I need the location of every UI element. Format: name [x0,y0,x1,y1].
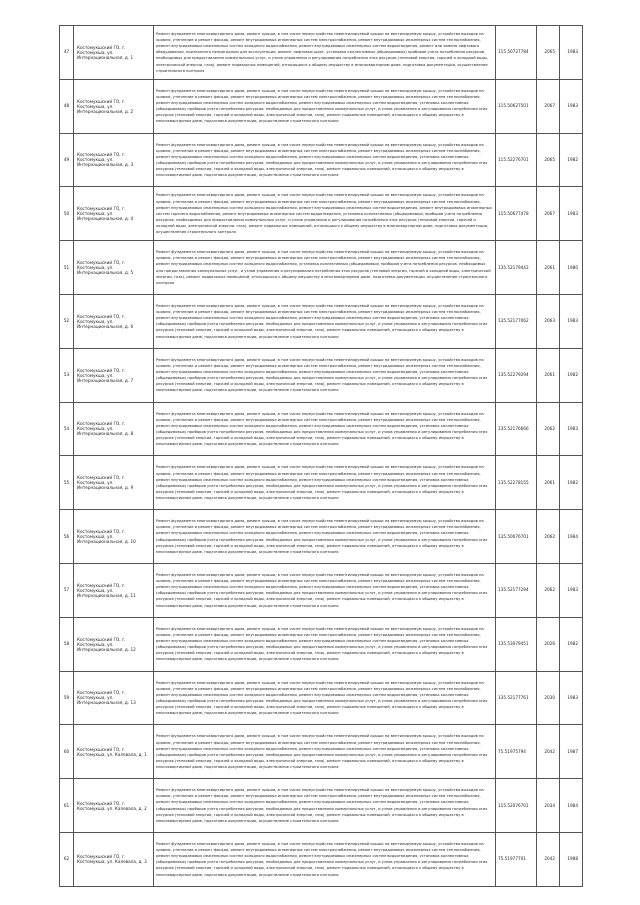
row-number: 56 [60,510,74,564]
planned-year-cell: 2061 [537,348,560,402]
address-cell: Костомукшский ГО, г. Костомукша, ул. Интернациональная, д. 5 [74,241,154,295]
built-year-cell: 1983 [560,187,583,241]
cost-cell: 135.52177294 [496,563,537,617]
table-row [60,510,583,564]
works-description-cell: Ремонт фундамента многоквартирного дома, ремонт крыши, в том числе переустройство невентилируемой крыши на вентилируемую крышу, устройство выходов на кровлю, утепление и ремонт фасада, ремонт внутридомовых инженерных систем электроснабжения, ремонт внутридомовых инженерных систем теплоснабжения, ремонт внутридомовых инженерных систем холодного водоснабжения, установка коллективных (общедомовых) приборов учета потребления ресурсов, необходимых для предоставления коммунальных услуг, и узлов управления и регулирования потребления этих ресурсов (тепловой энергии, горячей и холодной воды, электрической энергии, газа), ремонт подвальных помещений, относящихся к общему имуществу в многоквартирном доме, подготовка документации, осуществление строительного контроля [154,241,496,295]
address-cell: Костомукшский ГО, г. Костомукша, ул. Интернациональная, д. 7 [74,348,154,402]
built-year-cell: 1983 [560,563,583,617]
table-row [60,241,583,295]
planned-year-cell: 2067 [537,79,560,133]
row-number: 58 [60,617,74,671]
table-row [60,725,583,779]
built-year-cell: 1982 [560,133,583,187]
works-description-cell: Ремонт фундамента многоквартирного дома, ремонт крыши, в том числе переустройство невентилируемой крыши на вентилируемую крышу, устройство выходов на кровлю, утепление и ремонт фасада, ремонт внутридомовых инженерных систем электроснабжения, ремонт внутридомовых инженерных систем теплоснабжения, ремонт внутридомовых инженерных систем холодного водоснабжения, ремонт внутридомовых инженерных систем водоотведения, ремонт или замена лифтового оборудования, признанного непригодным для эксплуатации, ремонт лифтовых шахт, установка коллективных (общедомовых) приборов учета потребления ресурсов, необходимых для предоставления коммунальных услуг, и узлов управления и регулирования потребления этих ресурсов (тепловой энергии, горячей и холодной воды, электрической энергии, газа), ремонт подвальных помещений, относящихся к общему имуществу в многоквартирном доме, подготовка документации, осуществление строительного контроля [154,26,496,80]
row-number: 62 [60,832,74,886]
planned-year-cell: 2065 [537,26,560,80]
row-number: 57 [60,563,74,617]
cost-cell: 135.52179442 [496,241,537,295]
address-cell: Костомукшский ГО, г. Костомукша, ул. Интернациональная, д. 2 [74,79,154,133]
works-description-cell: Ремонт фундамента многоквартирного дома, ремонт крыши, в том числе переустройство невентилируемой крыши на вентилируемую крышу, устройство выходов на кровлю, утепление и ремонт фасада, ремонт внутридомовых инженерных систем электроснабжения, ремонт внутридомовых инженерных систем теплоснабжения, ремонт внутридомовых инженерных систем холодного водоснабжения, ремонт внутридомовых инженерных систем водоотведения, установка коллективных (общедомовых) приборов учета потребления ресурсов, необходимых для предоставления коммунальных услуг, и узлов управления и регулирования потребления этих ресурсов (тепловой энергии, горячей и холодной воды, электрической энергии, газа), ремонт подвальных помещений, относящихся к общему имуществу в многоквартирном доме, подготовка документации, осуществление строительного контроля [154,79,496,133]
cost-cell: 135.50076701 [496,510,537,564]
built-year-cell: 1987 [560,725,583,779]
address-cell: Костомукшский ГО, г. Костомукша, ул. Калевала, д. 2 [74,779,154,833]
built-year-cell: 1980 [560,241,583,295]
planned-year-cell: 2026 [537,617,560,671]
built-year-cell: 1984 [560,779,583,833]
planned-year-cell: 2061 [537,241,560,295]
table-row [60,79,583,133]
address-cell: Костомукшский ГО, г. Костомукша, ул. Калевала, д. 1 [74,725,154,779]
works-description-cell: Ремонт фундамента многоквартирного дома, ремонт крыши, в том числе переустройство невентилируемой крыши на вентилируемую крышу, устройство выходов на кровлю, утепление и ремонт фасада, ремонт внутридомовых инженерных систем электроснабжения, ремонт внутридомовых инженерных систем теплоснабжения, ремонт внутридомовых инженерных систем холодного водоснабжения, ремонт внутридомовых инженерных систем водоотведения, установка коллективных (общедомовых) приборов учета потребления ресурсов, необходимых для предоставления коммунальных услуг, и узлов управления и регулирования потребления этих ресурсов (тепловой энергии, горячей и холодной воды, электрической энергии, газа), ремонт подвальных помещений, относящихся к общему имуществу в многоквартирном доме, подготовка документации, осуществление строительного контроля [154,617,496,671]
row-number: 60 [60,725,74,779]
address-cell: Костомукшский ГО, г. Костомукша, ул. Интернациональная, д. 4 [74,187,154,241]
works-description-cell: Ремонт фундамента многоквартирного дома, ремонт крыши, в том числе переустройство невентилируемой крыши на вентилируемую крышу, устройство выходов на кровлю, утепление и ремонт фасада, ремонт внутридомовых инженерных систем электроснабжения, ремонт внутридомовых инженерных систем теплоснабжения, ремонт внутридомовых инженерных систем холодного водоснабжения, ремонт внутридомовых инженерных систем водоотведения, установка коллективных (общедомовых) приборов учета потребления ресурсов, необходимых для предоставления коммунальных услуг, и узлов управления и регулирования потребления этих ресурсов (тепловой энергии, горячей и холодной воды, электрической энергии, газа), ремонт подвальных помещений, относящихся к общему имуществу в многоквартирном доме, подготовка документации, осуществление строительного контроля [154,779,496,833]
cost-cell: 135.52177062 [496,294,537,348]
cost-cell: 115.52276701 [496,133,537,187]
table-row [60,779,583,833]
row-number: 48 [60,79,74,133]
row-number: 54 [60,402,74,456]
cost-cell: 135.52279294 [496,348,537,402]
works-description-cell: Ремонт фундамента многоквартирного дома, ремонт крыши, в том числе переустройство невентилируемой крыши на вентилируемую крышу, устройство выходов на кровлю, утепление и ремонт фасада, ремонт внутридомовых инженерных систем электроснабжения, ремонт внутридомовых инженерных систем теплоснабжения, ремонт внутридомовых инженерных систем холодного водоснабжения, ремонт внутридомовых инженерных систем водоотведения, ремонт внутридомовых инженерных систем горячего водоснабжения, ремонт внутридомовых инженерных систем водоотведения, установка коллективных (общедомовых) приборов учета потребления ресурсов, необходимых для предоставления коммунальных услуг, и узлов управления и регулирования потребления этих ресурсов (тепловой энергии, горячей и холодной воды, электрической энергии, газа), ремонт подвальных помещений, относящихся к общему имуществу в многоквартирном доме, подготовка документации, осуществление строительного контроля [154,187,496,241]
built-year-cell: 1983 [560,671,583,725]
address-cell: Костомукшский ГО, г. Костомукша, ул. Интернациональная, д. 6 [74,294,154,348]
planned-year-cell: 2030 [537,671,560,725]
address-cell: Костомукшский ГО, г. Костомукша, ул. Калевала, д. 3 [74,832,154,886]
address-cell: Костомукшский ГО, г. Костомукша, ул. Интернациональная, д. 10 [74,510,154,564]
works-description-cell: Ремонт фундамента многоквартирного дома, ремонт крыши, в том числе переустройство невентилируемой крыши на вентилируемую крышу, устройство выходов на кровлю, утепление и ремонт фасада, ремонт внутридомовых инженерных систем электроснабжения, ремонт внутридомовых инженерных систем теплоснабжения, ремонт внутридомовых инженерных систем холодного водоснабжения, ремонт внутридомовых инженерных систем водоотведения, установка коллективных (общедомовых) приборов учета потребления ресурсов, необходимых для предоставления коммунальных услуг, и узлов управления и регулирования потребления этих ресурсов (тепловой энергии, горячей и холодной воды, электрической энергии, газа), ремонт подвальных помещений, относящихся к общему имуществу в многоквартирном доме, подготовка документации, осуществление строительного контроля [154,348,496,402]
built-year-cell: 1982 [560,617,583,671]
row-number: 55 [60,456,74,510]
works-description-cell: Ремонт фундамента многоквартирного дома, ремонт крыши, в том числе переустройство невентилируемой крыши на вентилируемую крышу, устройство выходов на кровлю, утепление и ремонт фасада, ремонт внутридомовых инженерных систем электроснабжения, ремонт внутридомовых инженерных систем теплоснабжения, ремонт внутридомовых инженерных систем холодного водоснабжения, ремонт внутридомовых инженерных систем водоотведения, установка коллективных (общедомовых) приборов учета потребления ресурсов, необходимых для предоставления коммунальных услуг, и узлов управления и регулирования потребления этих ресурсов (тепловой энергии, горячей и холодной воды, электрической энергии, газа), ремонт подвальных помещений, относящихся к общему имуществу в многоквартирном доме, подготовка документации, осуществление строительного контроля [154,671,496,725]
address-cell: Костомукшский ГО, г. Костомукша, ул. Интернациональная, д. 1 [74,26,154,80]
table-row [60,456,583,510]
planned-year-cell: 2065 [537,133,560,187]
works-description-cell: Ремонт фундамента многоквартирного дома, ремонт крыши, в том числе переустройство невентилируемой крыши на вентилируемую крышу, устройство выходов на кровлю, утепление и ремонт фасада, ремонт внутридомовых инженерных систем электроснабжения, ремонт внутридомовых инженерных систем теплоснабжения, ремонт внутридомовых инженерных систем холодного водоснабжения, ремонт внутридомовых инженерных систем водоотведения, установка коллективных (общедомовых) приборов учета потребления ресурсов, необходимых для предоставления коммунальных услуг, и узлов управления и регулирования потребления этих ресурсов (тепловой энергии, горячей и холодной воды, электрической энергии, газа), ремонт подвальных помещений, относящихся к общему имуществу в многоквартирном доме, подготовка документации, осуществление строительного контроля [154,510,496,564]
table-row [60,402,583,456]
works-description-cell: Ремонт фундамента многоквартирного дома, ремонт крыши, в том числе переустройство невентилируемой крыши на вентилируемую крышу, устройство выходов на кровлю, утепление и ремонт фасада, ремонт внутридомовых инженерных систем электроснабжения, ремонт внутридомовых инженерных систем теплоснабжения, ремонт внутридомовых инженерных систем холодного водоснабжения, ремонт внутридомовых инженерных систем водоотведения, установка коллективных (общедомовых) приборов учета потребления ресурсов, необходимых для предоставления коммунальных услуг, и узлов управления и регулирования потребления этих ресурсов (тепловой энергии, горячей и холодной воды, электрической энергии, газа), ремонт подвальных помещений, относящихся к общему имуществу в многоквартирном доме, подготовка документации, осуществление строительного контроля [154,294,496,348]
row-number: 61 [60,779,74,833]
built-year-cell: 1983 [560,26,583,80]
works-description-cell: Ремонт фундамента многоквартирного дома, ремонт крыши, в том числе переустройство невентилируемой крыши на вентилируемую крышу, устройство выходов на кровлю, утепление и ремонт фасада, ремонт внутридомовых инженерных систем электроснабжения, ремонт внутридомовых инженерных систем теплоснабжения, ремонт внутридомовых инженерных систем холодного водоснабжения, ремонт внутридомовых инженерных систем водоотведения, установка коллективных (общедомовых) приборов учета потребления ресурсов, необходимых для предоставления коммунальных услуг, и узлов управления и регулирования потребления этих ресурсов (тепловой энергии, горячей и холодной воды, электрической энергии, газа), ремонт подвальных помещений, относящихся к общему имуществу в многоквартирном доме, подготовка документации, осуществление строительного контроля [154,832,496,886]
table-row [60,187,583,241]
address-cell: Костомукшский ГО, г. Костомукша, ул. Интернациональная, д. 13 [74,671,154,725]
cost-cell: 75.51975794 [496,725,537,779]
table-row [60,671,583,725]
cost-cell: 115.50627501 [496,79,537,133]
row-number: 49 [60,133,74,187]
built-year-cell: 1983 [560,294,583,348]
built-year-cell: 1983 [560,79,583,133]
works-description-cell: Ремонт фундамента многоквартирного дома, ремонт крыши, в том числе переустройство невентилируемой крыши на вентилируемую крышу, устройство выходов на кровлю, утепление и ремонт фасада, ремонт внутридомовых инженерных систем электроснабжения, ремонт внутридомовых инженерных систем теплоснабжения, ремонт внутридомовых инженерных систем холодного водоснабжения, ремонт внутридомовых инженерных систем водоотведения, установка коллективных (общедомовых) приборов учета потребления ресурсов, необходимых для предоставления коммунальных услуг, и узлов управления и регулирования потребления этих ресурсов (тепловой энергии, горячей и холодной воды, электрической энергии, газа), ремонт подвальных помещений, относящихся к общему имуществу в многоквартирном доме, подготовка документации, осуществление строительного контроля [154,133,496,187]
planned-year-cell: 2067 [537,187,560,241]
table-row [60,26,583,80]
built-year-cell: 1988 [560,832,583,886]
cost-cell: 115.50727784 [496,26,537,80]
row-number: 53 [60,348,74,402]
table-row [60,832,583,886]
planned-year-cell: 2063 [537,294,560,348]
address-cell: Костомукшский ГО, г. Костомукша, ул. Интернациональная, д. 11 [74,563,154,617]
works-description-cell: Ремонт фундамента многоквартирного дома, ремонт крыши, в том числе переустройство невентилируемой крыши на вентилируемую крышу, устройство выходов на кровлю, утепление и ремонт фасада, ремонт внутридомовых инженерных систем электроснабжения, ремонт внутридомовых инженерных систем теплоснабжения, ремонт внутридомовых инженерных систем холодного водоснабжения, ремонт внутридомовых инженерных систем водоотведения, установка коллективных (общедомовых) приборов учета потребления ресурсов, необходимых для предоставления коммунальных услуг, и узлов управления и регулирования потребления этих ресурсов (тепловой энергии, горячей и холодной воды, электрической энергии, газа), ремонт подвальных помещений, относящихся к общему имуществу в многоквартирном доме, подготовка документации, осуществление строительного контроля [154,402,496,456]
planned-year-cell: 2062 [537,402,560,456]
row-number: 50 [60,187,74,241]
cost-cell: 115.52076701 [496,779,537,833]
address-cell: Костомукшский ГО, г. Костомукша, ул. Интернациональная, д. 12 [74,617,154,671]
cost-cell: 135.52177761 [496,671,537,725]
cost-cell: 75.51977701 [496,832,537,886]
built-year-cell: 1982 [560,348,583,402]
row-number: 52 [60,294,74,348]
planned-year-cell: 2042 [537,725,560,779]
works-description-cell: Ремонт фундамента многоквартирного дома, ремонт крыши, в том числе переустройство невентилируемой крыши на вентилируемую крышу, устройство выходов на кровлю, утепление и ремонт фасада, ремонт внутридомовых инженерных систем электроснабжения, ремонт внутридомовых инженерных систем теплоснабжения, ремонт внутридомовых инженерных систем холодного водоснабжения, ремонт внутридомовых инженерных систем водоотведения, установка коллективных (общедомовых) приборов учета потребления ресурсов, необходимых для предоставления коммунальных услуг, и узлов управления и регулирования потребления этих ресурсов (тепловой энергии, горячей и холодной воды, электрической энергии, газа), ремонт подвальных помещений, относящихся к общему имуществу в многоквартирном доме, подготовка документации, осуществление строительного контроля [154,563,496,617]
built-year-cell: 1984 [560,510,583,564]
table-row [60,563,583,617]
row-number: 59 [60,671,74,725]
table-row [60,348,583,402]
cost-cell: 135.52278155 [496,456,537,510]
address-cell: Костомукшский ГО, г. Костомукша, ул. Интернациональная, д. 3 [74,133,154,187]
address-cell: Костомукшский ГО, г. Костомукша, ул. Интернациональная, д. 8 [74,402,154,456]
address-cell: Костомукшский ГО, г. Костомукша, ул. Интернациональная, д. 9 [74,456,154,510]
table-body [60,26,583,887]
planned-year-cell: 2062 [537,563,560,617]
row-number: 51 [60,241,74,295]
cost-cell: 115.50677478 [496,187,537,241]
planned-year-cell: 2062 [537,510,560,564]
row-number: 47 [60,26,74,80]
planned-year-cell: 2034 [537,779,560,833]
repair-schedule-table [59,25,583,887]
works-description-cell: Ремонт фундамента многоквартирного дома, ремонт крыши, в том числе переустройство невентилируемой крыши на вентилируемую крышу, устройство выходов на кровлю, утепление и ремонт фасада, ремонт внутридомовых инженерных систем электроснабжения, ремонт внутридомовых инженерных систем теплоснабжения, ремонт внутридомовых инженерных систем холодного водоснабжения, ремонт внутридомовых инженерных систем водоотведения, установка коллективных (общедомовых) приборов учета потребления ресурсов, необходимых для предоставления коммунальных услуг, и узлов управления и регулирования потребления этих ресурсов (тепловой энергии, горячей и холодной воды, электрической энергии, газа), ремонт подвальных помещений, относящихся к общему имуществу в многоквартирном доме, подготовка документации, осуществление строительного контроля [154,725,496,779]
planned-year-cell: 2061 [537,456,560,510]
table-row [60,133,583,187]
table-row [60,294,583,348]
cost-cell: 135.52176666 [496,402,537,456]
works-description-cell: Ремонт фундамента многоквартирного дома, ремонт крыши, в том числе переустройство невентилируемой крыши на вентилируемую крышу, устройство выходов на кровлю, утепление и ремонт фасада, ремонт внутридомовых инженерных систем электроснабжения, ремонт внутридомовых инженерных систем теплоснабжения, ремонт внутридомовых инженерных систем холодного водоснабжения, ремонт внутридомовых инженерных систем водоотведения, установка коллективных (общедомовых) приборов учета потребления ресурсов, необходимых для предоставления коммунальных услуг, и узлов управления и регулирования потребления этих ресурсов (тепловой энергии, горячей и холодной воды, электрической энергии, газа), ремонт подвальных помещений, относящихся к общему имуществу в многоквартирном доме, подготовка документации, осуществление строительного контроля [154,456,496,510]
built-year-cell: 1983 [560,402,583,456]
built-year-cell: 1982 [560,456,583,510]
cost-cell: 135.53079451 [496,617,537,671]
planned-year-cell: 2042 [537,832,560,886]
table-row [60,617,583,671]
